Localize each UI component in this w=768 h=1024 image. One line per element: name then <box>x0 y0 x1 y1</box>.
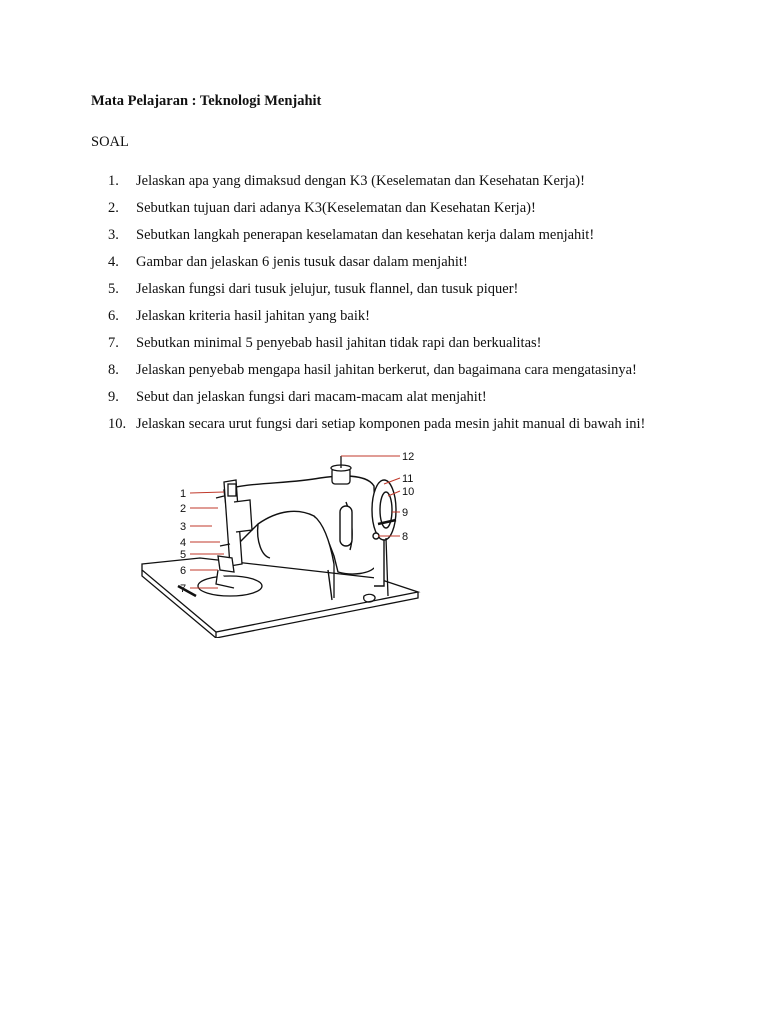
section-label: SOAL <box>91 134 129 150</box>
callout-4: 4 <box>180 537 187 549</box>
callout-6: 6 <box>180 565 187 577</box>
callout-3: 3 <box>180 521 187 533</box>
question-item <box>108 388 645 415</box>
question-number: 2. <box>108 200 119 216</box>
question-number: 6. <box>108 308 119 324</box>
question-text: Sebutkan tujuan dari adanya K3(Keselematan dan Kesehatan Kerja)! <box>136 200 536 216</box>
question-number: 8. <box>108 362 119 378</box>
sewing-machine-illustration <box>138 446 422 638</box>
question-text: Jelaskan kriteria hasil jahitan yang baik! <box>136 308 370 324</box>
spool-icon <box>331 456 351 484</box>
callout-1: 1 <box>180 488 187 500</box>
question-text: Sebutkan langkah penerapan keselamatan dan kesehatan kerja dalam menjahit! <box>136 227 595 243</box>
question-number: 3. <box>108 227 119 243</box>
question-number: 5. <box>108 281 119 297</box>
handwheel-icon <box>372 480 396 540</box>
question-item <box>108 226 645 253</box>
question-item <box>108 280 645 307</box>
callout-2: 2 <box>180 503 187 515</box>
question-item <box>108 334 645 361</box>
question-number: 7. <box>108 335 119 351</box>
callout-11: 11 <box>402 473 414 485</box>
question-item <box>108 172 645 199</box>
callout-8: 8 <box>402 531 409 543</box>
question-number: 1. <box>108 173 119 189</box>
question-item <box>108 253 645 280</box>
question-number: 9. <box>108 389 119 405</box>
callout-9: 9 <box>402 507 409 519</box>
question-text: Sebutkan minimal 5 penyebab hasil jahitan tidak rapi dan berkualitas! <box>136 335 542 351</box>
page-title: Mata Pelajaran : Teknologi Menjahit <box>91 93 322 109</box>
question-text: Sebut dan jelaskan fungsi dari macam-macam alat menjahit! <box>136 389 487 405</box>
question-list <box>108 172 645 442</box>
question-text: Jelaskan penyebab mengapa hasil jahitan berkerut, dan bagaimana cara mengatasinya! <box>136 362 637 378</box>
question-text: Jelaskan secara urut fungsi dari setiap komponen pada mesin jahit manual di bawah ini! <box>136 416 646 432</box>
question-item <box>108 307 645 334</box>
question-text: Gambar dan jelaskan 6 jenis tusuk dasar dalam menjahit! <box>136 254 468 270</box>
callout-7: 7 <box>180 583 187 595</box>
question-item <box>108 199 645 226</box>
question-item <box>108 415 645 442</box>
question-text: Jelaskan apa yang dimaksud dengan K3 (Keselematan dan Kesehatan Kerja)! <box>136 173 585 189</box>
question-item <box>108 361 645 388</box>
question-text: Jelaskan fungsi dari tusuk jelujur, tusuk flannel, dan tusuk piquer! <box>136 281 519 297</box>
callout-10: 10 <box>402 486 415 498</box>
callout-5: 5 <box>180 549 187 561</box>
callout-12: 12 <box>402 451 415 463</box>
sewing-machine-figure <box>138 446 422 638</box>
question-number: 4. <box>108 254 119 270</box>
question-number: 10. <box>108 416 127 432</box>
